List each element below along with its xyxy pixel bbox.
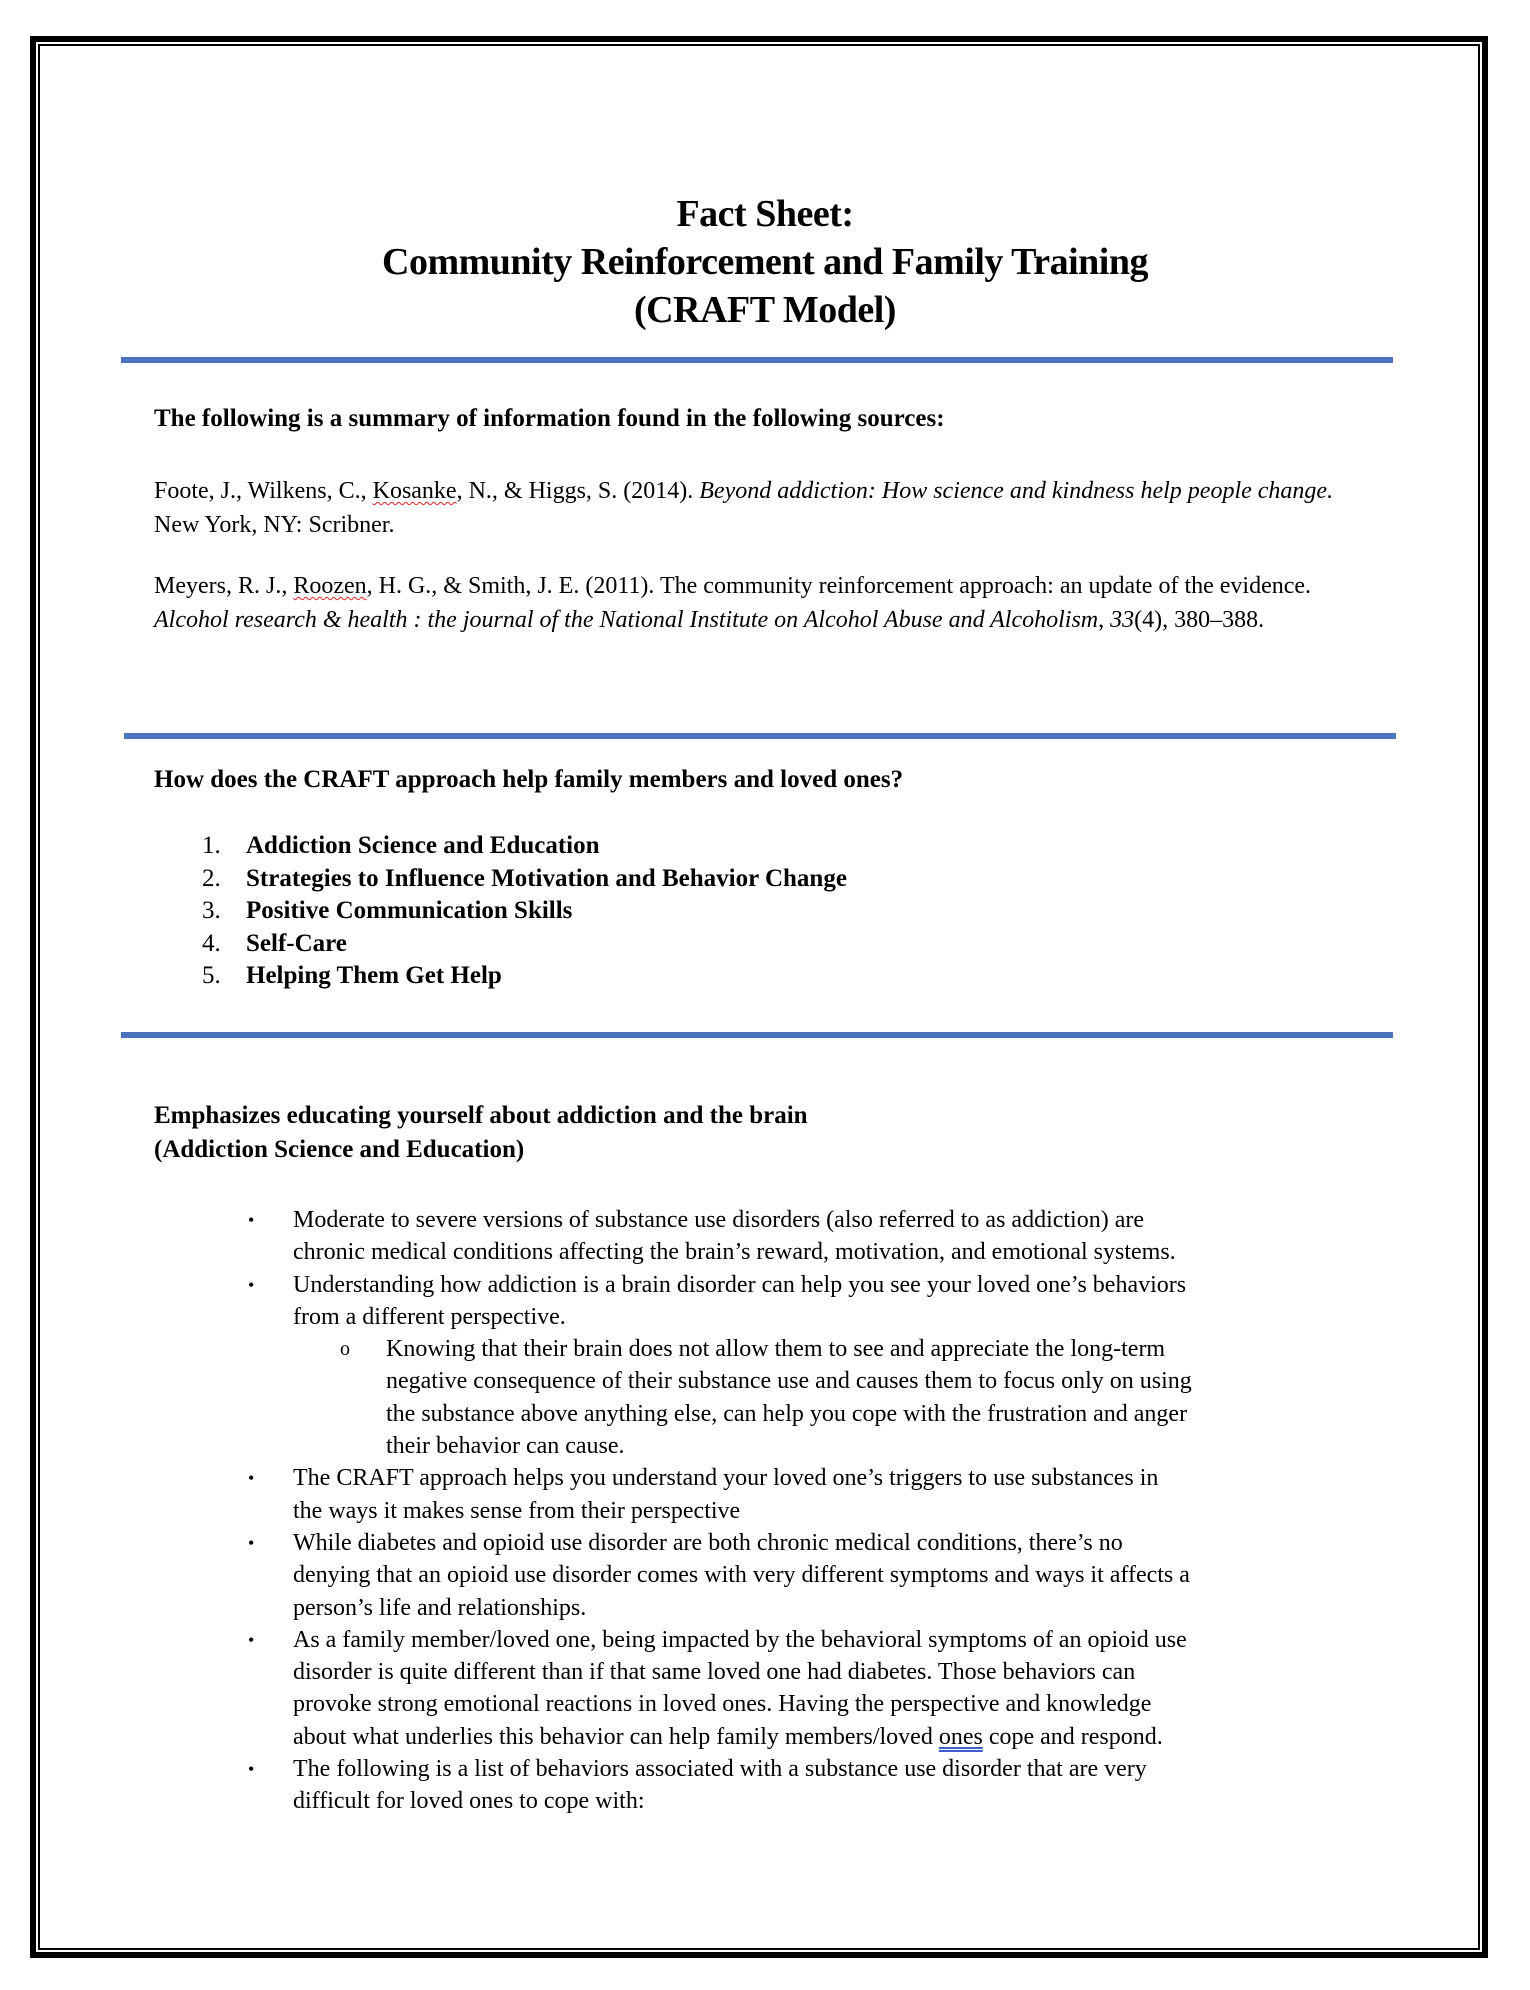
bullet-line: The following is a list of behaviors associated with a substance use disorder that are very	[293, 1756, 1147, 1783]
ref1-authors-post: , N., & Higgs, S. (2014).	[456, 478, 700, 504]
list-number: 4.	[202, 929, 221, 957]
ref1-book-title: Beyond addiction: How science and kindness help people change.	[699, 478, 1334, 504]
bullet-item	[240, 1269, 1390, 1334]
bullet-icon: •	[248, 1532, 255, 1553]
ref2-authors-post: , H. G., & Smith, J. E. (2011). The community reinforcement approach: an update of the evidence.	[366, 573, 1312, 599]
sources-heading: The following is a summary of information found in the following sources:	[154, 405, 945, 432]
list-item	[190, 928, 847, 961]
document-title-line-3: (CRAFT Model)	[634, 289, 896, 331]
bullet-line: The CRAFT approach helps you understand your loved one’s triggers to use substances in	[293, 1465, 1159, 1492]
ref1-publisher: New York, NY: Scribner.	[154, 512, 395, 538]
list-item	[190, 960, 847, 993]
sub-bullet-line: the substance above anything else, can help you cope with the frustration and anger	[386, 1400, 1188, 1427]
bullet-icon: •	[248, 1759, 255, 1780]
grammar-flagged-word[interactable]: ones	[938, 1723, 983, 1750]
education-bullet-list	[240, 1204, 1390, 1818]
bullet-line: person’s life and relationships.	[293, 1594, 587, 1621]
bullet-line: difficult for loved ones to cope with:	[293, 1788, 645, 1815]
ref1-spellcheck-word[interactable]: Kosanke	[372, 478, 457, 504]
bullet-icon: •	[248, 1274, 255, 1295]
bullet-line-text: cope and respond.	[982, 1723, 1163, 1750]
bullet-line: Understanding how addiction is a brain disorder can help you see your loved one’s behaviors	[293, 1271, 1187, 1298]
ref2-spellcheck-word[interactable]: Roozen	[293, 573, 367, 599]
list-label: Self-Care	[246, 929, 347, 957]
bullet-line: provoke strong emotional reactions in loved ones. Having the perspective and knowledge	[293, 1691, 1152, 1718]
bullet-icon: •	[248, 1629, 255, 1650]
list-label: Positive Communication Skills	[246, 897, 573, 924]
ref2-journal-title: Alcohol research & health : the journal of the National Institute on Alcohol Abuse and Alcoholism	[154, 607, 1099, 633]
ref2-authors-pre: Meyers, R. J.,	[154, 573, 294, 599]
education-heading-line-2: (Addiction Science and Education)	[154, 1136, 525, 1163]
bullet-icon: •	[248, 1468, 255, 1489]
section-divider-1	[121, 357, 1393, 363]
section-divider-2	[124, 733, 1396, 739]
bullet-item	[240, 1624, 1390, 1753]
bullet-line: denying that an opioid use disorder comes with very different symptoms and ways it affects a	[293, 1562, 1190, 1589]
section-divider-3	[121, 1032, 1393, 1038]
ref2-volume: 33	[1110, 607, 1135, 633]
list-label: Addiction Science and Education	[246, 832, 600, 859]
craft-components-list	[190, 830, 847, 993]
list-item	[190, 895, 847, 928]
list-number: 5.	[202, 962, 221, 989]
list-number: 1.	[202, 832, 221, 859]
bullet-icon: •	[248, 1210, 255, 1230]
bullet-line: While diabetes and opioid use disorder are both chronic medical conditions, there’s no	[293, 1529, 1123, 1556]
document-title-line-1: Fact Sheet:	[676, 193, 854, 235]
reference-foote	[154, 474, 1384, 542]
sub-bullet-line: Knowing that their brain does not allow them to see and appreciate the long-term	[386, 1336, 1166, 1363]
bullet-item	[240, 1527, 1390, 1624]
list-label: Strategies to Influence Motivation and Behavior Change	[246, 864, 847, 892]
list-number: 3.	[202, 897, 221, 924]
list-label: Helping Them Get Help	[246, 962, 502, 989]
bullet-line-text: about what underlies this behavior can help family members/loved	[293, 1723, 939, 1750]
sub-bullet-line: negative consequence of their substance use and causes them to focus only on using	[386, 1368, 1192, 1395]
bullet-item	[240, 1753, 1390, 1818]
how-section-heading: How does the CRAFT approach help family members and loved ones?	[154, 766, 904, 793]
bullet-line: chronic medical conditions affecting the brain’s reward, motivation, and emotional systems.	[293, 1239, 1176, 1266]
education-heading-line-1: Emphasizes educating yourself about addiction and the brain	[154, 1102, 808, 1129]
list-item	[190, 830, 847, 863]
bullet-item	[240, 1462, 1390, 1527]
ref1-authors-pre: Foote, J., Wilkens, C.,	[154, 478, 373, 504]
bullet-item	[240, 1204, 1390, 1269]
bullet-line: disorder is quite different than if that same loved one had diabetes. Those behaviors can	[293, 1659, 1136, 1686]
document-title-line-2: Community Reinforcement and Family Training	[382, 241, 1148, 283]
sub-bullet-item	[240, 1333, 1390, 1462]
bullet-line	[293, 1721, 1390, 1753]
sub-bullet-icon: o	[340, 1338, 350, 1361]
bullet-line: As a family member/loved one, being impacted by the behavioral symptoms of an opioid use	[293, 1626, 1187, 1653]
sub-bullet-line: their behavior can cause.	[386, 1433, 625, 1460]
ref2-separator: ,	[1098, 607, 1111, 633]
ref2-issue-pages: (4), 380–388.	[1134, 607, 1265, 633]
bullet-line: Moderate to severe versions of substance use disorders (also referred to as addiction) are	[293, 1207, 1145, 1233]
reference-meyers	[154, 569, 1384, 637]
list-item	[190, 863, 847, 896]
bullet-line: from a different perspective.	[293, 1303, 566, 1330]
bullet-line: the ways it makes sense from their perspective	[293, 1497, 741, 1524]
list-number: 2.	[202, 864, 221, 892]
